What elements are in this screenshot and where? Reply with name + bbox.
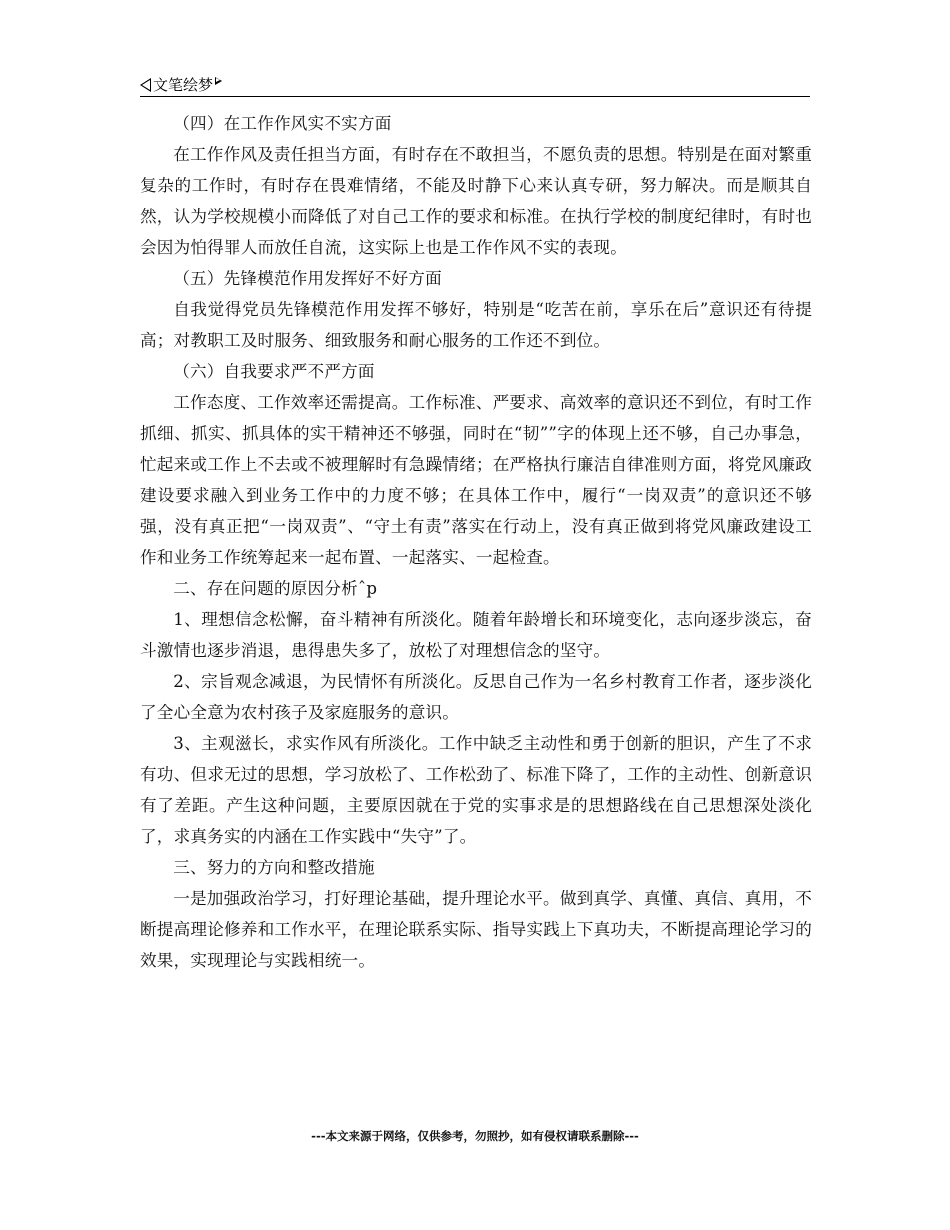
- section-heading: （五）先锋模范作用发挥好不好方面: [173, 269, 442, 288]
- section-heading: （四）在工作作风实不实方面: [173, 114, 392, 133]
- body-paragraph: 3、主观滋长，求实作风有所淡化。工作中缺乏主动性和勇于创新的胆识，产生了不求有功、但求无过的思想，学习放松了、工作松劲了、标准下降了，工作的主动性、创新意识有了差距。产生这种问题，主要原因就在于党的实事求是的思想路线在自己思想深处淡化了，求真务实的内涵在工作实践中“失守”了。: [140, 734, 812, 846]
- section-heading: （六）自我要求严不严方面: [173, 362, 375, 381]
- header-brand-text: 文笔绘梦: [153, 76, 214, 94]
- body-paragraph: 自我觉得党员先锋模范作用发挥不够好，特别是“吃苦在前，享乐在后”意识还有待提高；对教职工及时服务、细致服务和耐心服务的工作还不到位。: [140, 300, 812, 350]
- body-paragraph: 1、理想信念松懈，奋斗精神有所淡化。随着年龄增长和环境变化，志向逐步淡忘，奋斗激情也逐步消退，患得患失多了，放松了对理想信念的坚守。: [140, 610, 812, 660]
- body-paragraph: 工作态度、工作效率还需提高。工作标准、严要求、高效率的意识还不到位，有时工作抓细、抓实、抓具体的实干精神还不够强，同时在“韧””字的体现上还不够，自己办事急，忙起来或工作上不去或不被理解时有急躁情绪；在严格执行廉洁自律准则方面，将党风廉政建设要求融入到业务工作中的力度不够；在具体工作中，履行“一岗双责”的意识还不够强，没有真正把“一岗双责”、“守土有责”落实在行动上，没有真正做到将党风廉政建设工作和业务工作统筹起来一起布置、一起落实、一起检查。: [140, 393, 812, 567]
- left-triangle-icon: [140, 78, 151, 92]
- body-paragraph: 一是加强政治学习，打好理论基础，提升理论水平。做到真学、真懂、真信、真用，不断提高理论修养和工作水平，在理论联系实际、指导实践上下真功夫，不断提高理论学习的效果，实现理论与实践相统一。: [140, 889, 812, 970]
- right-triangle-icon: [215, 77, 222, 85]
- page-header: [140, 72, 810, 97]
- section-heading: 二、存在问题的原因分析ˆp: [173, 579, 378, 598]
- body-paragraph: 2、宗旨观念减退，为民情怀有所淡化。反思自己作为一名乡村教育工作者，逐步淡化了全心全意为农村孩子及家庭服务的意识。: [140, 672, 812, 722]
- body-paragraph: 在工作作风及责任担当方面，有时存在不敢担当，不愿负责的思想。特别是在面对繁重复杂的工作时，有时存在畏难情绪，不能及时静下心来认真专研，努力解决。而是顺其自然，认为学校规模小而降低了对自己工作的要求和标准。在执行学校的制度纪律时，有时也会因为怕得罪人而放任自流，这实际上也是工作作风不实的表现。: [140, 145, 812, 257]
- page-footer: ---本文来源于网络，仅供参考，勿照抄，如有侵权请联系删除---: [311, 1129, 639, 1143]
- header-brand: [140, 74, 222, 95]
- document-body: [140, 108, 812, 976]
- section-heading: 三、努力的方向和整改措施: [173, 858, 375, 877]
